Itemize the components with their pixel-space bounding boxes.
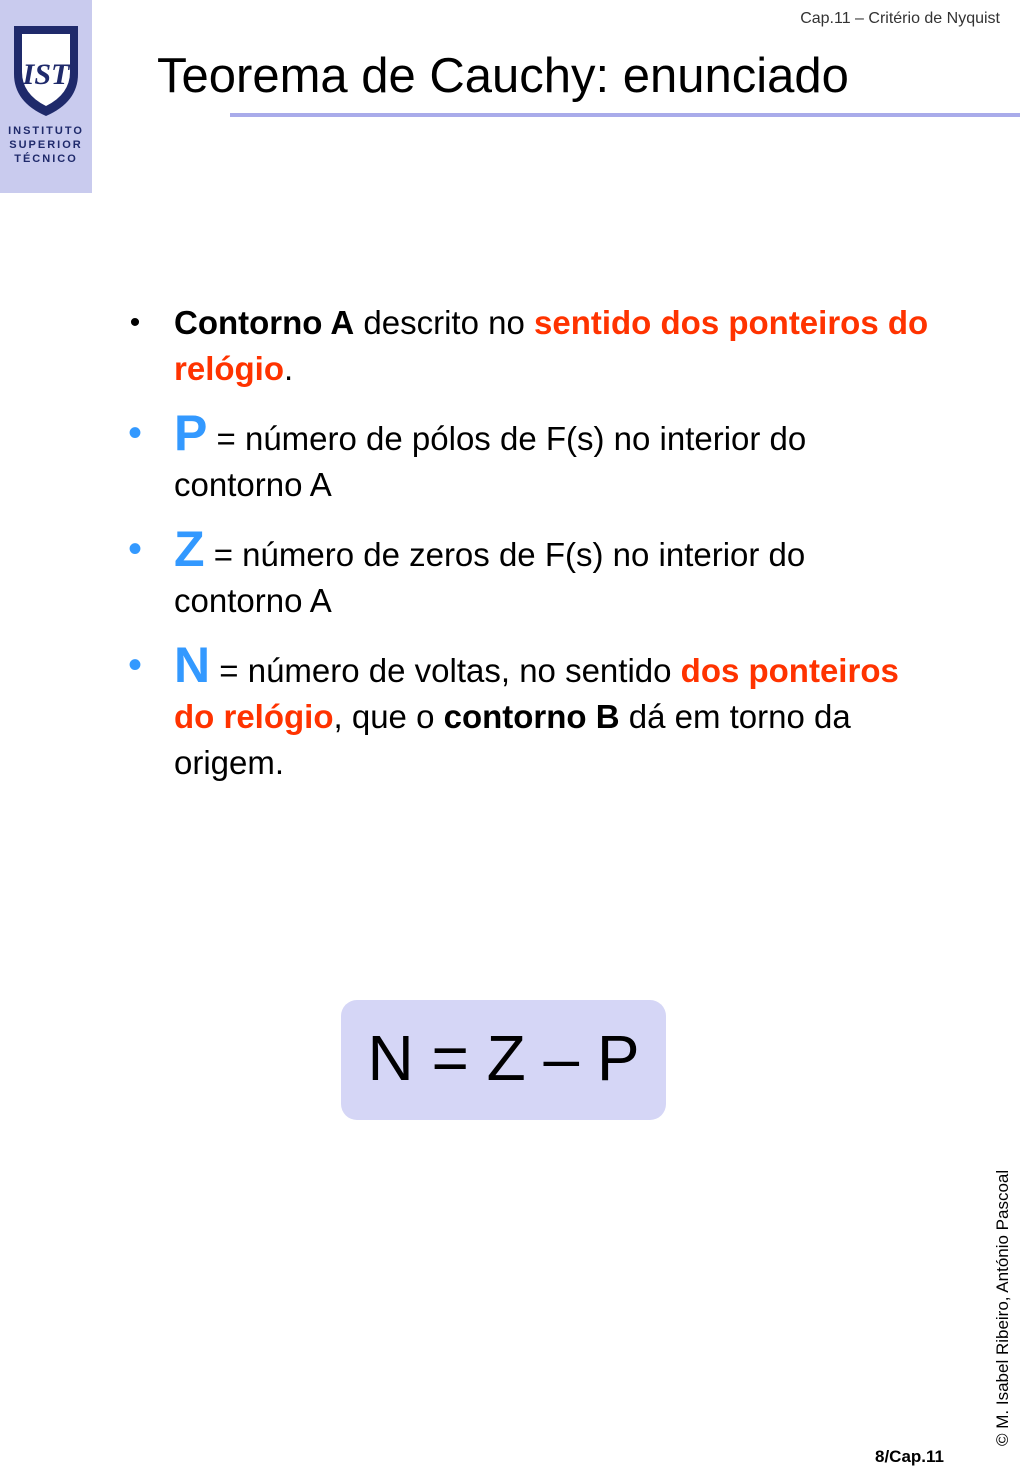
bullet-marker: • <box>129 306 141 339</box>
bullet-text: dá em torno da origem. <box>174 698 851 781</box>
bullet-z <box>120 521 940 624</box>
bullet-text: = número de zeros de F(s) no interior do contorno A <box>174 536 806 619</box>
bullet-bold: contorno B <box>443 698 620 735</box>
logo-text <box>0 124 92 166</box>
copyright-note: © M. Isabel Ribeiro, António Pascoal <box>993 1169 1012 1446</box>
formula-box <box>341 1000 666 1120</box>
page-number: 8/Cap.11 <box>875 1447 944 1466</box>
bullet-highlight: sentido dos ponteiros do relógio <box>174 304 929 387</box>
bullet-marker: • <box>127 527 142 571</box>
page-title: Teorema de Cauchy: enunciado <box>157 49 849 103</box>
bullet-list <box>120 300 940 804</box>
logo-line-3: TÉCNICO <box>14 153 78 165</box>
bullet-text: = número de pólos de F(s) no interior do contorno A <box>174 420 807 503</box>
institution-logo <box>0 0 92 193</box>
logo-line-2: SUPERIOR <box>9 139 83 151</box>
bullet-highlight: dos ponteiros do relógio <box>174 652 899 735</box>
bullet-contorno-a <box>120 300 940 392</box>
bullet-p <box>120 405 940 508</box>
logo-line-1: INSTITUTO <box>8 125 84 137</box>
logo-monogram: IST <box>22 58 70 91</box>
bullet-text: = número de voltas, no sentido <box>210 652 681 689</box>
title-divider <box>230 113 1020 117</box>
bullet-text: , que o <box>333 698 444 735</box>
bullet-text: descrito no <box>354 304 534 341</box>
bullet-symbol: Z <box>174 521 205 577</box>
bullet-marker: • <box>127 643 142 687</box>
shield-icon <box>12 24 80 118</box>
formula-equation: N = Z – P <box>367 1022 640 1094</box>
chapter-label: Cap.11 – Critério de Nyquist <box>800 10 1000 27</box>
bullet-n <box>120 637 940 786</box>
bullet-lead: Contorno A <box>174 304 355 341</box>
bullet-symbol: N <box>174 637 211 693</box>
bullet-symbol: P <box>174 405 208 461</box>
bullet-marker: • <box>127 411 142 455</box>
bullet-text: . <box>284 350 294 387</box>
